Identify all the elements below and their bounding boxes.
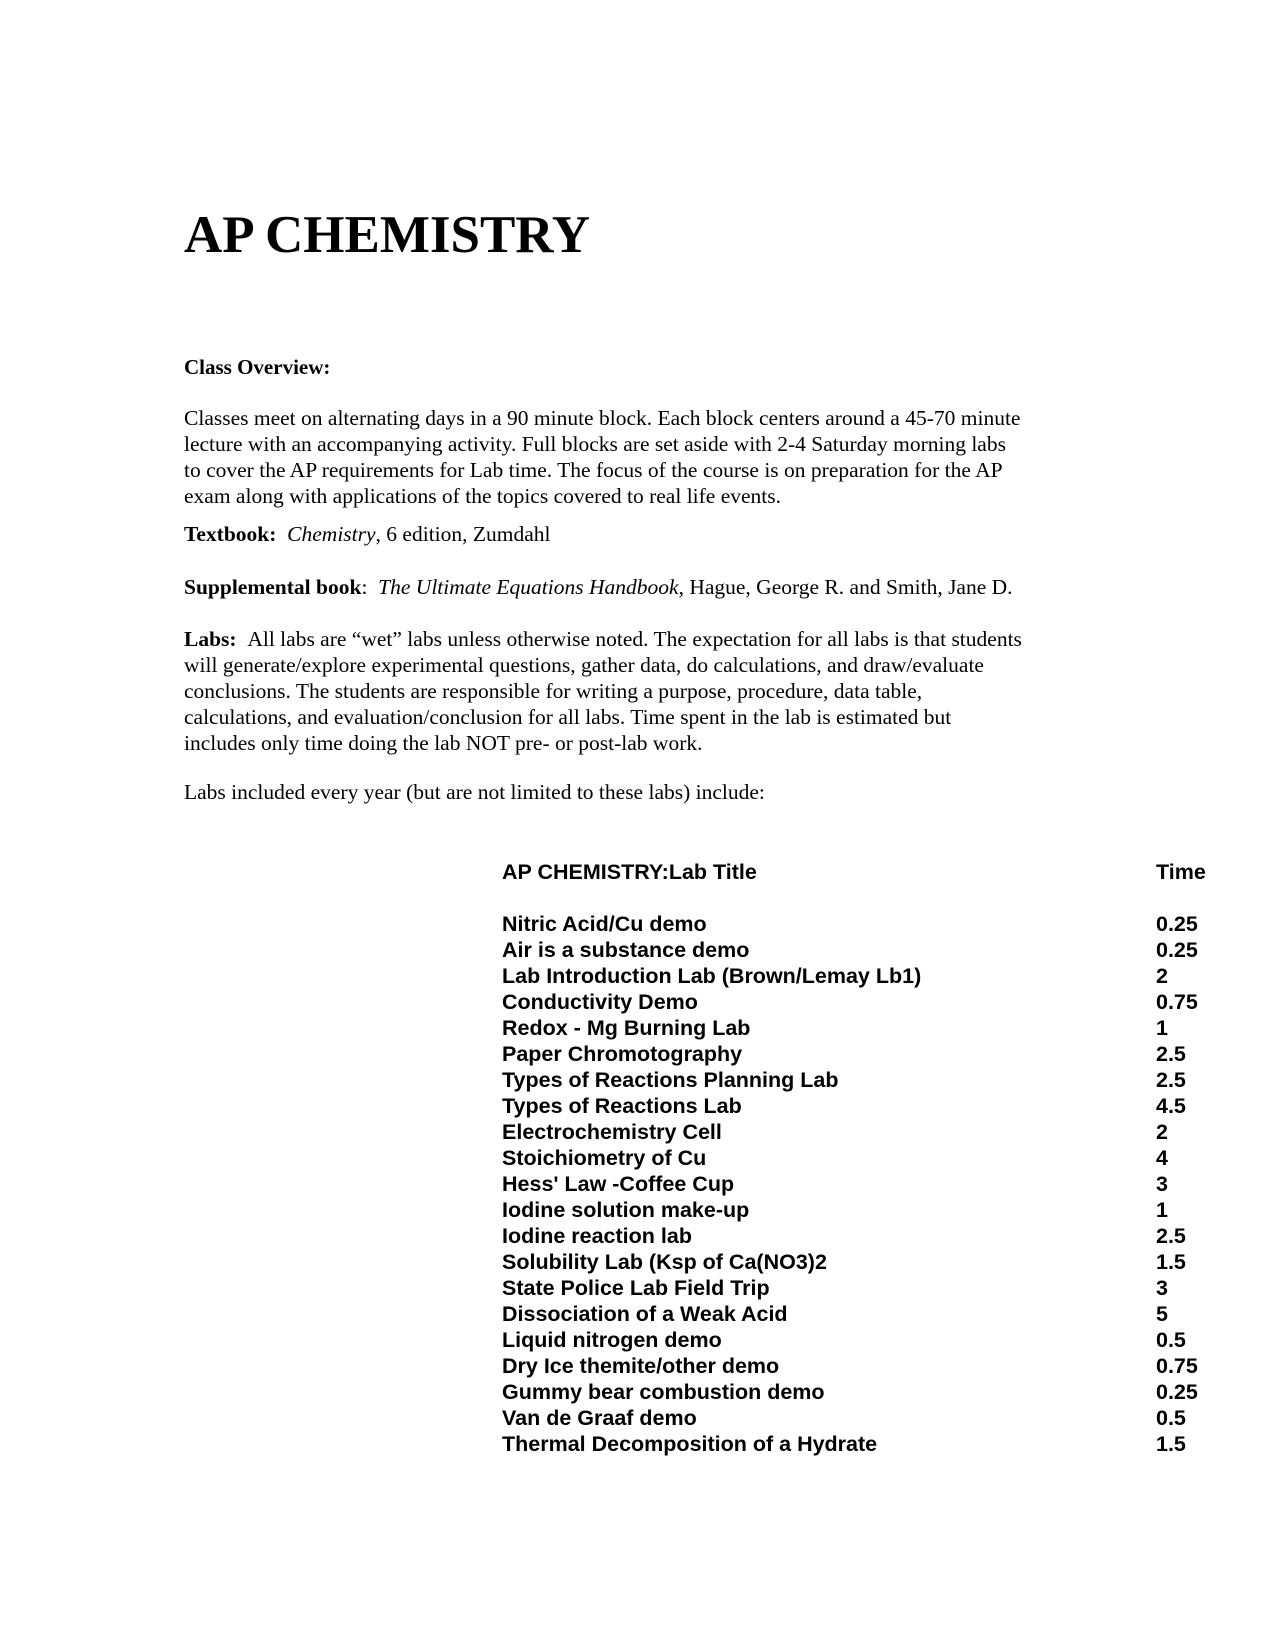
table-row [502, 1379, 1210, 1405]
lab-title-cell: Dissociation of a Weak Acid [502, 1302, 788, 1326]
table-row [502, 1223, 1210, 1249]
lab-title-cell: State Police Lab Field Trip [502, 1276, 770, 1300]
supplemental-book-line [184, 574, 1084, 600]
lab-time-cell: 2 [1156, 964, 1168, 988]
lab-time-cell: 2.5 [1156, 1224, 1186, 1248]
time-column-header: Time [1156, 860, 1206, 884]
lab-title-cell: Nitric Acid/Cu demo [502, 912, 707, 936]
lab-time-cell: 1.5 [1156, 1432, 1186, 1456]
labs-first-line-text: All labs are “wet” labs unless otherwise noted. The expectation for all labs is that students [247, 627, 1022, 651]
lab-time-cell: 1.5 [1156, 1250, 1186, 1274]
lab-title-cell: Iodine solution make-up [502, 1198, 750, 1222]
table-row [502, 989, 1210, 1015]
overview-line: exam along with applications of the topics covered to real life events. [184, 484, 782, 508]
table-row [502, 1067, 1210, 1093]
table-row [502, 1041, 1210, 1067]
labs-paragraph [184, 626, 1084, 756]
supplemental-title: The Ultimate Equations Handbook [378, 575, 679, 599]
lab-title-cell: Iodine reaction lab [502, 1224, 692, 1248]
table-row [502, 1275, 1210, 1301]
table-row [502, 963, 1210, 989]
lab-title-cell: Liquid nitrogen demo [502, 1328, 722, 1352]
page-title: AP CHEMISTRY [184, 206, 590, 264]
lab-title-cell: Thermal Decomposition of a Hydrate [502, 1432, 878, 1456]
lab-title-cell: Solubility Lab (Ksp of Ca(NO3)2 [502, 1250, 827, 1274]
lab-title-cell: Conductivity Demo [502, 990, 698, 1014]
lab-time-cell: 0.25 [1156, 1380, 1198, 1404]
lab-time-cell: 2.5 [1156, 1068, 1186, 1092]
overview-line: to cover the AP requirements for Lab time. The focus of the course is on preparation for the AP [184, 458, 1003, 482]
lab-time-cell: 2 [1156, 1120, 1168, 1144]
supplemental-colon: : [361, 575, 368, 599]
lab-title-cell: Van de Graaf demo [502, 1406, 697, 1430]
lab-title-cell: Hess' Law -Coffee Cup [502, 1172, 735, 1196]
lab-title-cell: Stoichiometry of Cu [502, 1146, 707, 1170]
lab-time-cell: 4 [1156, 1146, 1168, 1170]
table-row [502, 1353, 1210, 1379]
table-row [502, 1093, 1210, 1119]
lab-time-cell: 0.5 [1156, 1406, 1186, 1430]
labs-line: conclusions. The students are responsible for writing a purpose, procedure, data table, [184, 679, 923, 703]
lab-time-cell: 4.5 [1156, 1094, 1186, 1118]
table-row [502, 1249, 1210, 1275]
overview-line: Classes meet on alternating days in a 90 minute block. Each block centers around a 45-70 minute [184, 406, 1021, 430]
lab-title-cell: Air is a substance demo [502, 938, 750, 962]
lab-title-cell: Types of Reactions Planning Lab [502, 1068, 839, 1092]
lab-title-cell: Dry Ice themite/other demo [502, 1354, 780, 1378]
lab-time-cell: 2.5 [1156, 1042, 1186, 1066]
lab-table [502, 859, 1210, 1457]
lab-time-cell: 0.5 [1156, 1328, 1186, 1352]
lab-title-cell: Electrochemistry Cell [502, 1120, 722, 1144]
table-row [502, 1171, 1210, 1197]
table-row [502, 1405, 1210, 1431]
lab-title-cell: Lab Introduction Lab (Brown/Lemay Lb1) [502, 964, 922, 988]
labs-line: calculations, and evaluation/conclusion for all labs. Time spent in the lab is estimated but [184, 705, 952, 729]
lab-title-cell: Redox - Mg Burning Lab [502, 1016, 751, 1040]
lab-title-cell: Gummy bear combustion demo [502, 1380, 825, 1404]
table-row [502, 1301, 1210, 1327]
textbook-label: Textbook: [184, 522, 277, 546]
table-row [502, 911, 1210, 937]
supplemental-label: Supplemental book [184, 575, 362, 599]
lab-table-header [502, 859, 1210, 885]
lab-time-cell: 3 [1156, 1276, 1168, 1300]
class-overview-paragraph [184, 405, 1084, 509]
labs-label: Labs: [184, 627, 237, 651]
lab-time-cell: 3 [1156, 1172, 1168, 1196]
lab-time-cell: 0.25 [1156, 912, 1198, 936]
labs-intro: Labs included every year (but are not limited to these labs) include: [184, 780, 765, 804]
lab-time-cell: 0.75 [1156, 1354, 1198, 1378]
table-row [502, 1327, 1210, 1353]
lab-table-body [502, 911, 1210, 1457]
lab-title-column-header: AP CHEMISTRY:Lab Title [502, 860, 757, 884]
textbook-title: Chemistry [287, 522, 376, 546]
table-row [502, 1015, 1210, 1041]
lab-title-cell: Types of Reactions Lab [502, 1094, 742, 1118]
labs-first-line [184, 626, 1084, 652]
class-overview-heading: Class Overview: [184, 355, 331, 379]
table-row [502, 1197, 1210, 1223]
table-row [502, 937, 1210, 963]
lab-time-cell: 5 [1156, 1302, 1168, 1326]
table-row [502, 1145, 1210, 1171]
labs-line: will generate/explore experimental questions, gather data, do calculations, and draw/evaluate [184, 653, 984, 677]
table-row [502, 1119, 1210, 1145]
overview-line: lecture with an accompanying activity. Full blocks are set aside with 2-4 Saturday morning labs [184, 432, 1006, 456]
lab-time-cell: 0.75 [1156, 990, 1198, 1014]
table-row [502, 1431, 1210, 1457]
textbook-line [184, 521, 1084, 547]
lab-time-cell: 1 [1156, 1016, 1168, 1040]
labs-line: includes only time doing the lab NOT pre- or post-lab work. [184, 731, 703, 755]
supplemental-details: , Hague, George R. and Smith, Jane D. [678, 575, 1013, 599]
lab-time-cell: 1 [1156, 1198, 1168, 1222]
lab-title-cell: Paper Chromotography [502, 1042, 743, 1066]
lab-time-cell: 0.25 [1156, 938, 1198, 962]
textbook-details: , 6 edition, Zumdahl [375, 522, 551, 546]
